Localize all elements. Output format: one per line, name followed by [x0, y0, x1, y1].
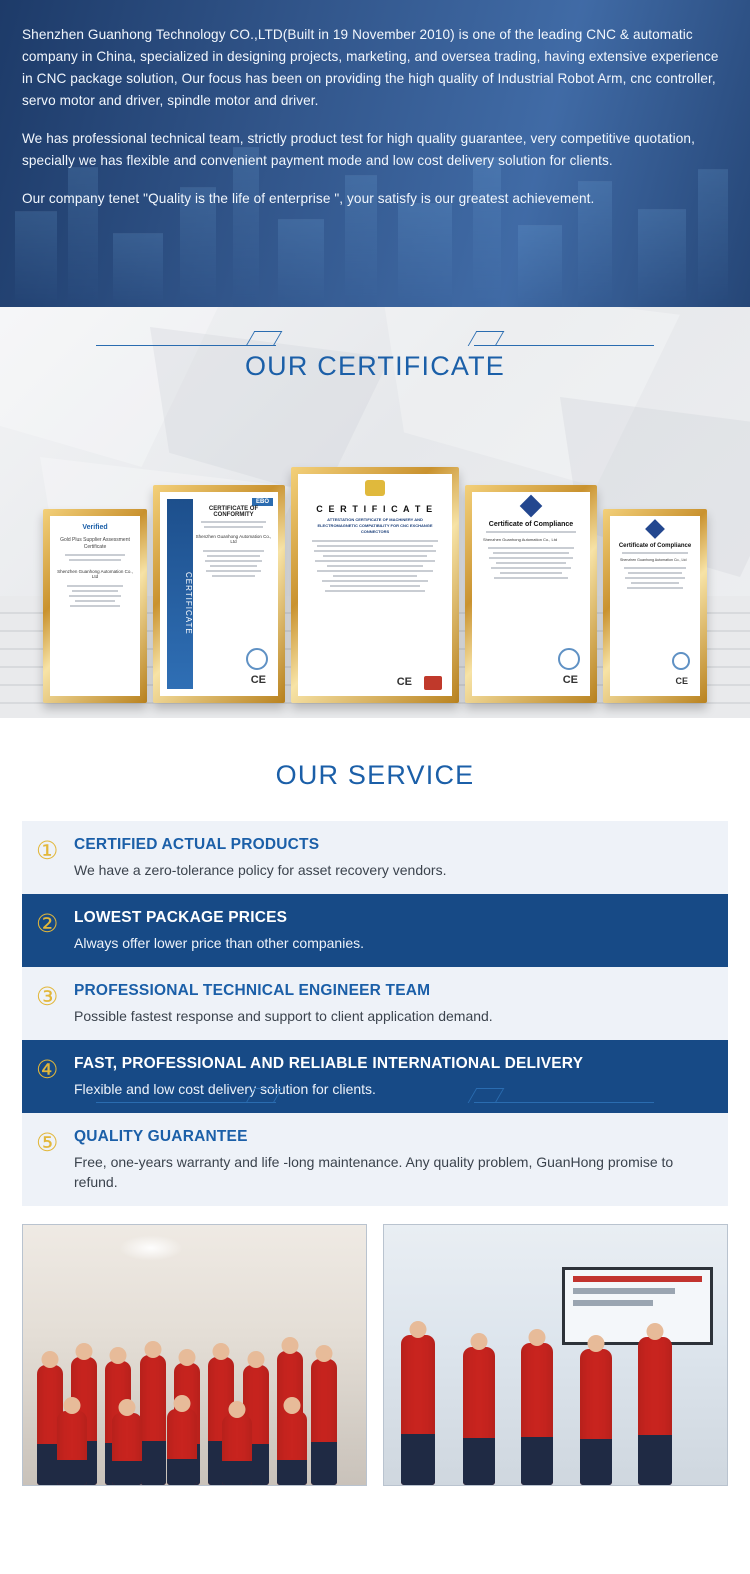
service-number: ④ [36, 1056, 59, 1084]
certification-seal-icon [246, 648, 268, 670]
service-number: ② [36, 910, 59, 938]
certificate-title: Certificate of Compliance [488, 521, 574, 528]
service-number: ⑤ [36, 1129, 59, 1157]
certificate-frame-5[interactable] [603, 509, 707, 703]
team-award-ceremony-photo[interactable] [383, 1224, 728, 1486]
certificate-paper [160, 492, 278, 696]
certificates-title-wrap [0, 307, 750, 382]
certificate-frames [0, 463, 750, 703]
certificate-frame-2[interactable] [153, 485, 285, 703]
service-number: ③ [36, 983, 59, 1011]
intro-paragraph-1: Shenzhen Guanhong Technology CO.,LTD(Built in 19 November 2010) is one of the leading CNC & automatic company in China, specialized in designing projects, marketing, and oversea trading, having extensive experience in CNC package solution, Our focus has been on providing the high quality of Industrial Robot Arm, cnc controller, servo motor and driver, spindle motor and driver. [22, 27, 719, 108]
service-heading: PROFESSIONAL TECHNICAL ENGINEER TEAM [74, 982, 431, 999]
service-description: Possible fastest response and support to client application demand. [74, 1008, 493, 1024]
certificate-company: Shenzhen Guanhong Automation Co., Ltd [620, 558, 687, 562]
certification-seal-icon [558, 648, 580, 670]
certificate-title: Certificate of Compliance [618, 543, 692, 549]
service-description: Flexible and low cost delivery solution for clients. [74, 1081, 376, 1097]
team-group-photo-indoor[interactable] [22, 1224, 367, 1486]
certificate-frame-1[interactable] [43, 509, 147, 703]
service-heading: QUALITY GUARANTEE [74, 1128, 248, 1145]
certificate-company: Shenzhen Guanhong Automation Co., Ltd [57, 569, 133, 579]
ce-mark: CE [562, 674, 578, 686]
certificate-paper [472, 492, 590, 696]
service-title-wrap [0, 760, 750, 791]
service-item-5[interactable] [22, 1113, 728, 1206]
certificate-title: C E R T I F I C A T E [316, 504, 434, 514]
service-heading: LOWEST PACKAGE PRICES [74, 909, 288, 926]
title-decoration-right [474, 1102, 654, 1103]
certificate-company: ATTESTATION CERTIFICATE OF MACHINERY AND ELECTROMAGNETIC COMPATIBILITY FOR CNC EXCHANGE CONNECTORS [317, 517, 433, 534]
certificates-section [0, 307, 750, 718]
service-heading: FAST, PROFESSIONAL AND RELIABLE INTERNATIONAL DELIVERY [74, 1055, 584, 1072]
certificate-frame-4[interactable] [465, 485, 597, 703]
certificate-company: Shenzhen Guanhong Automation Co., Ltd [195, 534, 272, 544]
people-group [23, 1298, 366, 1485]
ce-mark: CE [675, 676, 688, 686]
service-description: Free, one-years warranty and life -long maintenance. Any quality problem, GuanHong promise to refund. [74, 1154, 674, 1190]
certificate-title: CERTIFICATE OF CONFORMITY [208, 506, 259, 518]
service-description: We have a zero-tolerance policy for asset recovery vendors. [74, 862, 447, 878]
certificate-side-band: CERTIFICATE [167, 499, 193, 689]
intro-paragraph-3: Our company tenet "Quality is the life of enterprise ", your satisfy is our greatest achievement. [22, 191, 595, 206]
title-decoration-right [474, 345, 654, 346]
ce-mark: CE [396, 676, 412, 688]
ceiling-light-icon [119, 1235, 183, 1261]
certificate-frame-3[interactable] [291, 467, 459, 703]
authority-logo-icon [645, 519, 665, 539]
title-decoration-left [96, 1102, 276, 1103]
certificate-paper [50, 516, 140, 696]
people-group [384, 1298, 727, 1485]
ce-mark: CE [250, 674, 266, 686]
screen-text-bar [573, 1288, 674, 1294]
company-intro-banner [0, 0, 750, 307]
service-list [22, 821, 728, 1206]
certificate-issuer: EBO [252, 498, 273, 506]
certification-seal-icon [672, 652, 690, 670]
service-section [0, 718, 750, 1486]
service-description: Always offer lower price than other companies. [74, 935, 364, 951]
service-heading: CERTIFIED ACTUAL PRODUCTS [74, 836, 320, 853]
uqem-logo-icon [365, 480, 385, 496]
intro-text-block [22, 24, 728, 210]
service-number: ① [36, 837, 59, 865]
certificate-title: Gold Plus Supplier Assessment Certificate [60, 537, 130, 550]
authority-logo-icon [520, 495, 543, 518]
screen-title-bar [573, 1276, 702, 1282]
certificate-company: Shenzhen Guanhong Automation Co., Ltd [483, 537, 558, 542]
service-item-1[interactable] [22, 821, 728, 894]
title-decoration-left [96, 345, 276, 346]
certificate-paper [298, 474, 452, 696]
certificate-issuer: Verified [82, 524, 108, 531]
team-photos [22, 1224, 728, 1486]
certificates-title: OUR CERTIFICATE [244, 351, 505, 381]
uqem-seal-icon [424, 676, 442, 690]
intro-paragraph-2: We has professional technical team, strictly product test for high quality guarantee, very competitive quotation, specially we has flexible and convenient payment mode and low cost delivery solution for clients. [22, 131, 695, 168]
service-item-3[interactable] [22, 967, 728, 1040]
service-title: OUR SERVICE [275, 760, 475, 790]
certificate-paper [610, 516, 700, 696]
service-item-2[interactable] [22, 894, 728, 967]
